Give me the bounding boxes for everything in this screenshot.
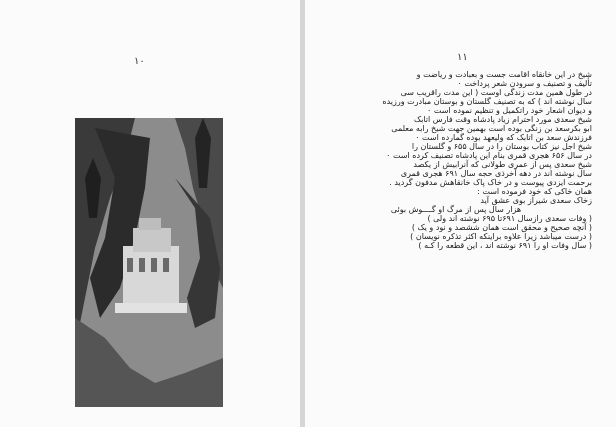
right-page-text [320, 70, 592, 250]
text-line: فرزندش سعد بن اتابک که ولیعهد بوده گمارده است ۰ [415, 133, 592, 142]
text-line: شیخ اجل نیز کتاب بوستان را در سال ۶۵۵ و گلستان را [411, 142, 592, 151]
text-line: ابو بکرسعد بن زنگی بوده است بهمین جهت شیخ رابه معلمی [391, 124, 592, 133]
text-line: در طول همین مدت زندگی اوست ( این مدت راقریب سی [400, 88, 592, 97]
text-line: همان خاکی که خود فرموده است : [477, 187, 592, 196]
text-line: ( سال وفات او را ۶۹۱ نوشته اند ، این قطعه را کـه ) [418, 241, 592, 250]
text-line: شیخ سعدی پس از عمری طولانی که آنرابیش از یکصد [413, 160, 592, 169]
right-page-number: ۱۱ [457, 52, 468, 63]
text-line: و دیوان اشعار خود راتکمیل و تنظیم نموده است ۰ [427, 106, 592, 115]
text-line: در سال ۶۵۶ هجری قمری بنام این پادشاه تصنیف کرده است ۰ [386, 151, 592, 160]
text-line: شیخ سعدی مورد احترام زیاد پادشاه وقت فارس اتابک [413, 115, 592, 124]
text-line: ( آنچه صحیح و محقق است همان ششصد و نود و یک ) [411, 223, 592, 232]
text-line: ( وفات سعدی رازسال ۶۹۱تا ۶۹۵ نوشته اند ولی ) [427, 214, 592, 223]
left-page-number: ۱۰ [134, 56, 145, 67]
text-line: برحمت ایزدی پیوست و در خاک پاک خانقاهش مدفون گردید . [389, 178, 592, 187]
poem-line: زخاک سعدی شیراز بوی عشق آید [480, 196, 592, 205]
text-line: تألیف و تصنیف و سرودن شعر پرداخت ۰ [457, 79, 592, 88]
poem-line: هزار سال پس از مرگ او گــــوش بوئی [390, 205, 522, 214]
text-line: سال نوشته اند در دهه آخرذی حجه سال ۶۹۱ هجری قمری [400, 169, 592, 178]
text-line: ( درست میباشد زیرا علاوه براینکه اکثر تذکره نویسان ) [410, 232, 592, 241]
text-line: شیخ در این خانقاه اقامت جست و بعبادت و ریاضت و [416, 70, 592, 79]
text-line: سال نوشته اند ) که به تصنیف گلستان و بوستان مبادرت ورزیده [382, 97, 592, 106]
tomb-photograph [75, 118, 223, 407]
